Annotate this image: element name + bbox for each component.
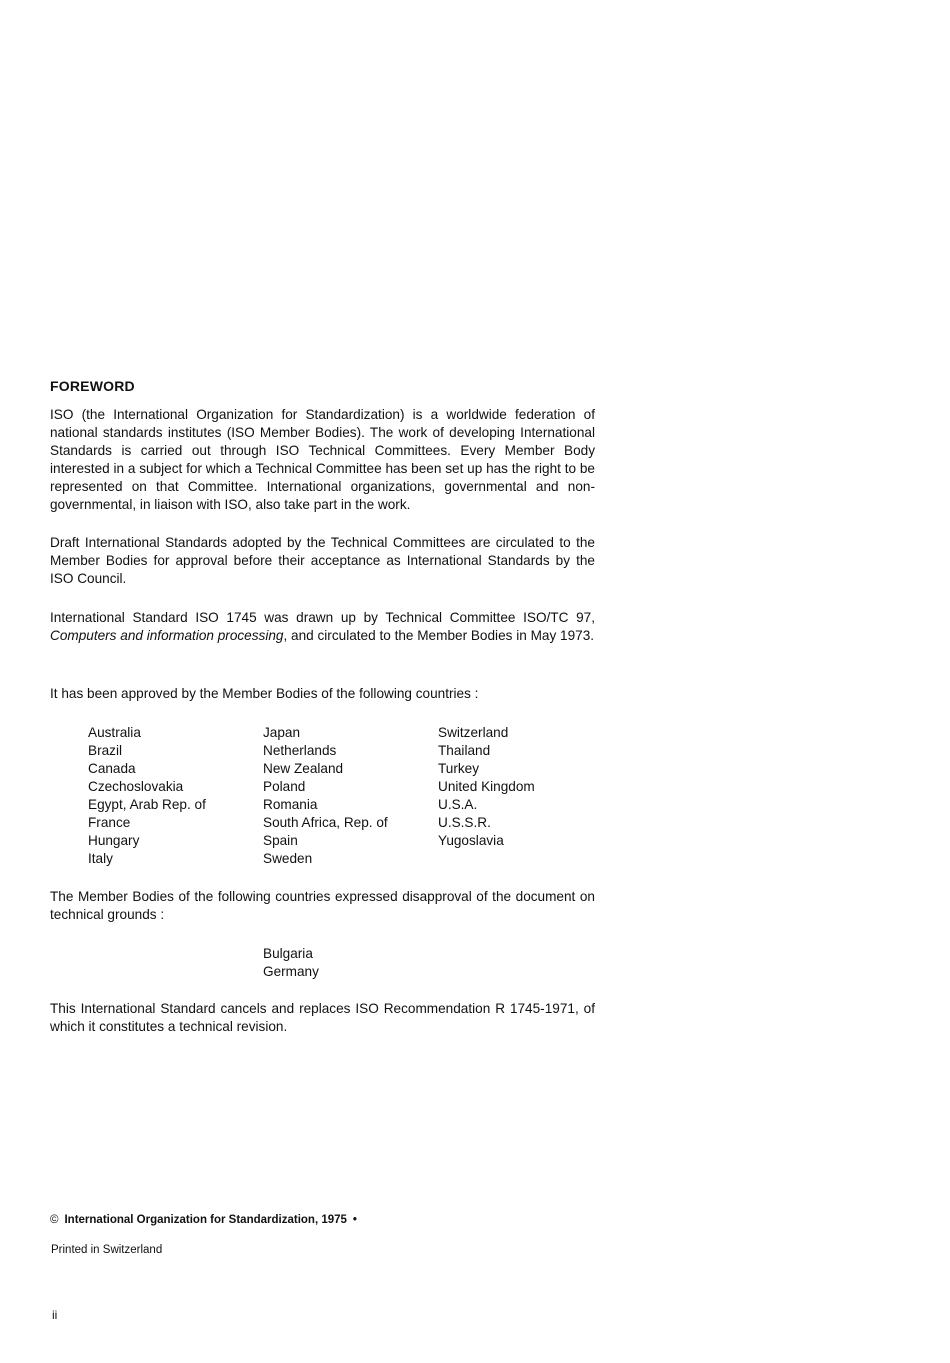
approving-countries-list <box>88 724 588 868</box>
page-number: ii <box>52 1308 58 1322</box>
paragraph-text-start: International Standard ISO 1745 was drawn up by Technical Committee ISO/TC 97, <box>50 610 595 625</box>
copyright-icon: © <box>50 1214 59 1226</box>
country-item: Turkey <box>438 761 480 776</box>
country-item: Brazil <box>88 743 122 758</box>
country-item: Netherlands <box>263 743 337 758</box>
country-item: Yugoslavia <box>438 833 504 848</box>
paragraph-draft-standards <box>50 534 595 588</box>
paragraph-text-end: , and circulated to the Member Bodies in May 1973. <box>283 628 595 643</box>
paragraph-text: It has been approved by the Member Bodies of the following countries : <box>50 686 479 701</box>
country-item: Sweden <box>263 851 313 866</box>
country-item: New Zealand <box>263 761 344 776</box>
country-item: Czechoslovakia <box>88 779 184 794</box>
country-item: U.S.S.R. <box>438 815 491 830</box>
paragraph-committee <box>50 609 595 645</box>
country-item: Bulgaria <box>263 946 313 961</box>
page-title: FOREWORD <box>50 378 135 394</box>
country-item: Germany <box>263 964 319 979</box>
country-item: Thailand <box>438 743 491 758</box>
country-column-1 <box>88 724 263 868</box>
country-item: Japan <box>263 725 301 740</box>
paragraph-replacement <box>50 1000 595 1036</box>
printed-location: Printed in Switzerland <box>51 1244 163 1256</box>
country-item: U.S.A. <box>438 797 478 812</box>
paragraph-text: Draft International Standards adopted by the Technical Committees are circulated to the Member Bodies for approval before their acceptance as International Standards by the ISO Council. <box>50 535 595 586</box>
copyright-notice <box>50 1214 357 1226</box>
country-item: Spain <box>263 833 298 848</box>
country-item: Poland <box>263 779 306 794</box>
disapproving-country-column <box>263 945 319 981</box>
paragraph-iso-intro <box>50 406 595 514</box>
country-column-2 <box>263 724 438 868</box>
country-item: Switzerland <box>438 725 509 740</box>
paragraph-approval-intro <box>50 685 595 703</box>
paragraph-text: The Member Bodies of the following countries expressed disapproval of the document on technical grounds : <box>50 889 595 922</box>
country-item: Canada <box>88 761 136 776</box>
country-item: France <box>88 815 131 830</box>
disapproving-countries-list <box>263 945 319 981</box>
country-item: Australia <box>88 725 141 740</box>
bullet-icon: • <box>352 1214 357 1226</box>
paragraph-text <box>50 609 595 645</box>
country-item: Egypt, Arab Rep. of <box>88 797 206 812</box>
paragraph-disapproval-intro <box>50 888 595 924</box>
country-item: Italy <box>88 851 113 866</box>
country-item: Romania <box>263 797 318 812</box>
committee-title: Computers and information processing <box>50 628 284 643</box>
country-item: United Kingdom <box>438 779 535 794</box>
country-item: Hungary <box>88 833 140 848</box>
copyright-text: International Organization for Standardization, 1975 <box>64 1214 347 1226</box>
paragraph-text: This International Standard cancels and replaces ISO Recommendation R 1745-1971, of which it constitutes a technical revision. <box>50 1001 595 1034</box>
country-item: South Africa, Rep. of <box>263 815 388 830</box>
country-column-3 <box>438 724 588 868</box>
paragraph-text: ISO (the International Organization for Standardization) is a worldwide federation of national standards institutes (ISO Member Bodies). The work of developing International Standards is carried out through ISO Technical Committees. Every Member Body interested in a subject for which a Technical Committee has been set up has the right to be represented on that Committee. International organizations, governmental and non-governmental, in liaison with ISO, also take part in the work. <box>50 407 595 512</box>
